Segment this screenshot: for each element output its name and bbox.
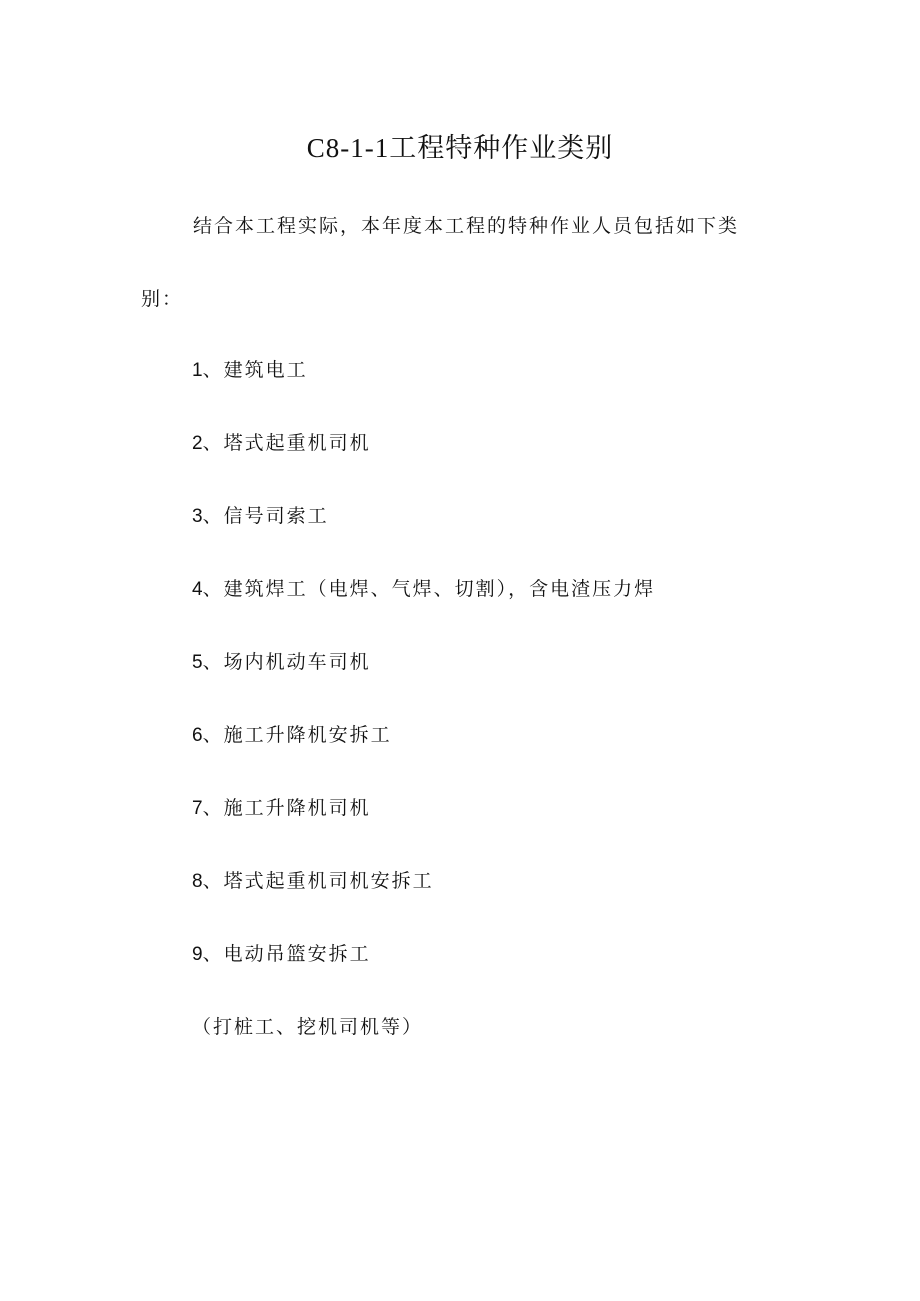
list-item-8	[192, 867, 655, 940]
list-item-5	[192, 648, 655, 721]
item-number: 4	[192, 579, 203, 600]
item-number: 3	[192, 506, 203, 527]
item-number: 7	[192, 798, 203, 819]
list-item-4	[192, 575, 655, 648]
list-item-9	[192, 940, 655, 1013]
item-separator: 、	[202, 651, 224, 673]
item-separator: 、	[202, 724, 224, 746]
item-text: 建筑电工	[223, 359, 308, 381]
item-text: 电动吊篮安拆工	[223, 943, 371, 965]
item-number: 6	[192, 725, 203, 746]
item-separator: 、	[202, 505, 224, 527]
item-separator: 、	[202, 359, 224, 381]
item-number: 2	[192, 433, 203, 454]
item-text: 塔式起重机司机安拆工	[223, 870, 434, 892]
item-text: 建筑焊工（电焊、气焊、切割），含电渣压力焊	[223, 578, 656, 600]
category-list	[192, 356, 655, 1013]
list-item-2	[192, 429, 655, 502]
list-item-1	[192, 356, 655, 429]
item-text: 施工升降机安拆工	[223, 724, 392, 746]
item-separator: 、	[202, 432, 224, 454]
item-text: 场内机动车司机	[223, 651, 371, 673]
item-text: 施工升降机司机	[223, 797, 371, 819]
item-text: 信号司索工	[223, 505, 329, 527]
item-separator: 、	[202, 870, 224, 892]
intro-paragraph-line-1: 结合本工程实际，本年度本工程的特种作业人员包括如下类	[193, 215, 740, 237]
item-number: 8	[192, 871, 203, 892]
item-separator: 、	[202, 797, 224, 819]
intro-paragraph-line-2: 别：	[141, 288, 184, 310]
list-item-7	[192, 794, 655, 867]
item-number: 9	[192, 944, 203, 965]
list-item-3	[192, 502, 655, 575]
item-separator: 、	[202, 943, 224, 965]
item-separator: 、	[202, 578, 224, 600]
additional-note: （打桩工、挖机司机等）	[192, 1016, 424, 1038]
document-title: C8-1-1工程特种作业类别	[306, 133, 614, 163]
item-number: 5	[192, 652, 203, 673]
item-number: 1	[192, 360, 203, 381]
list-item-6	[192, 721, 655, 794]
item-text: 塔式起重机司机	[223, 432, 371, 454]
